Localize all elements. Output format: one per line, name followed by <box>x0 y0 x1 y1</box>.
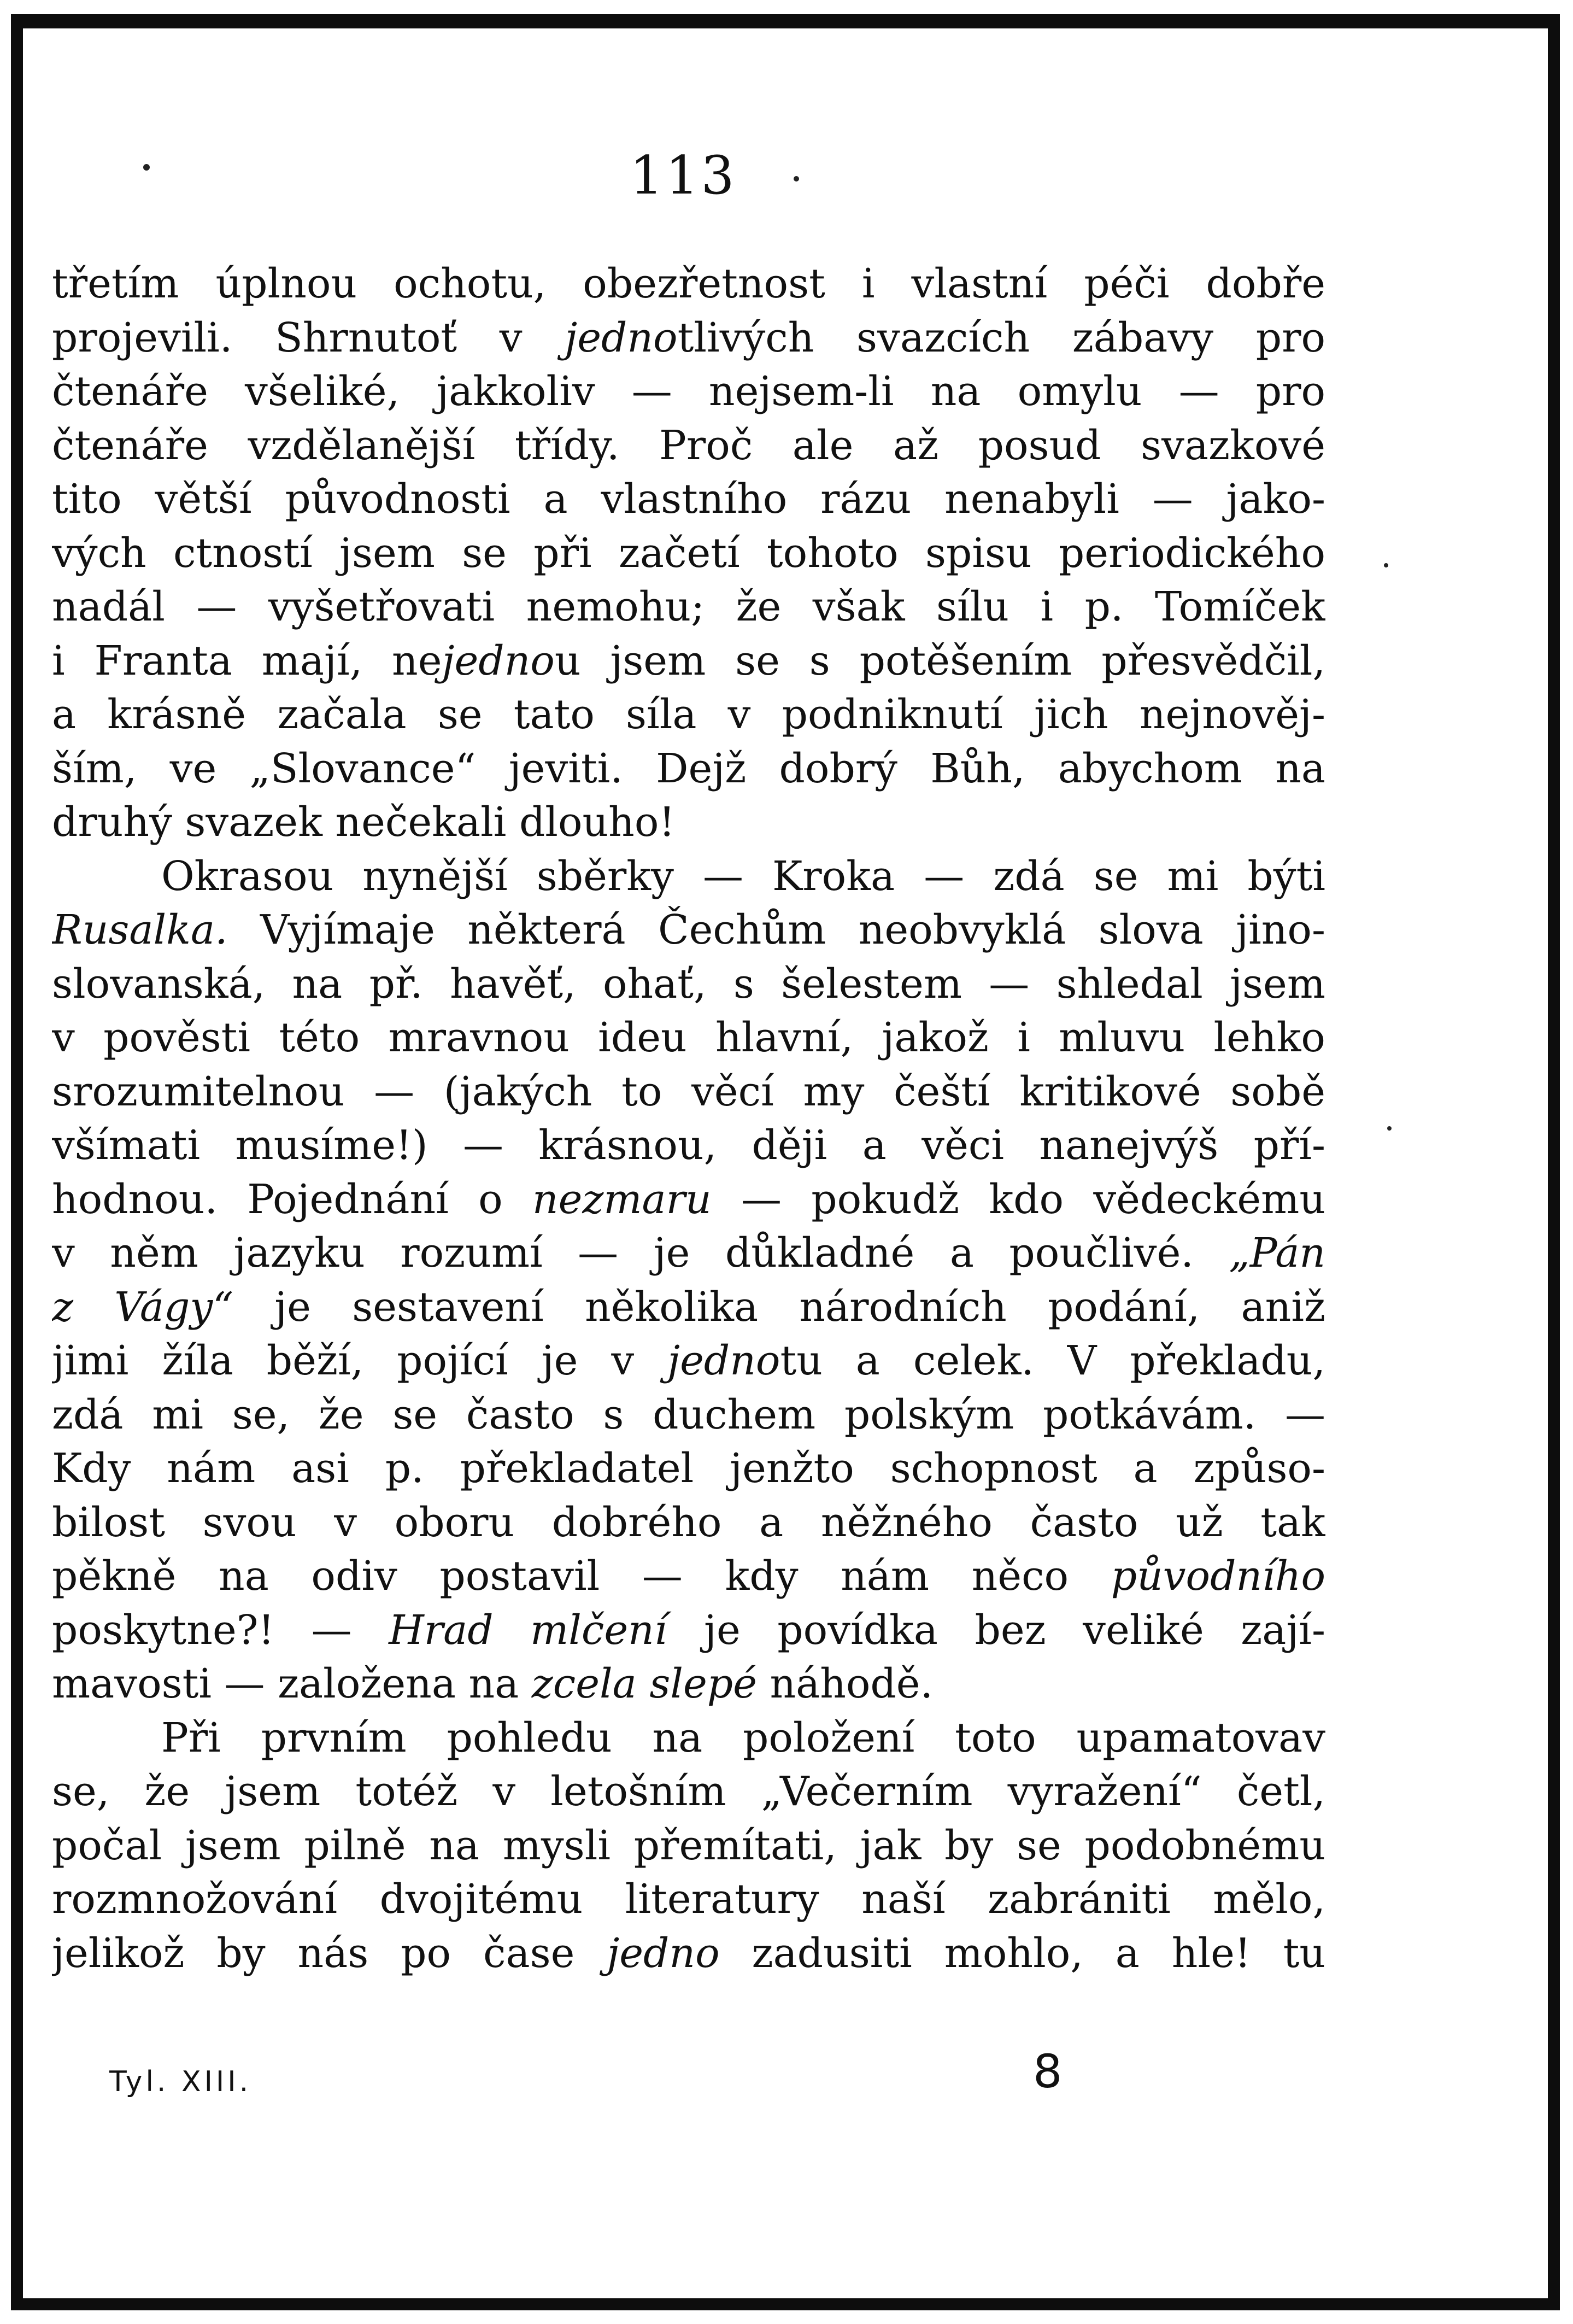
text-line: se, že jsem totéž v letošním „Večerním vyražení“ četl, <box>52 1768 1325 1815</box>
text-line: i Franta mají, nejednou jsem se s potěšením přesvědčil, <box>52 637 1325 684</box>
page-number: 113 <box>630 145 737 206</box>
text-line: rozmnožování dvojitému literatury naší zabrániti mělo, <box>52 1876 1325 1923</box>
text-line: jimi žíla běží, pojící je v jednotu a celek. V překladu, <box>52 1337 1325 1384</box>
text-line: Rusalka. Vyjímaje některá Čechům neobvyklá slova jino- <box>52 906 1325 953</box>
text-line: v pověsti této mravnou ideu hlavní, jakož i mluvu lehko <box>52 1014 1325 1061</box>
text-line: zdá mi se, že se často s duchem polským potkávám. — <box>52 1391 1325 1438</box>
text-line: a krásně začala se tato síla v podniknutí jich nejnověj- <box>52 691 1325 738</box>
print-speck <box>1387 1126 1392 1131</box>
text-line: hodnou. Pojednání o nezmaru — pokudž kdo vědeckému <box>52 1175 1325 1223</box>
text-line: pěkně na odiv postavil — kdy nám něco původního <box>52 1553 1325 1600</box>
text-line: mavosti — založena na zcela slepé náhodě. <box>52 1660 934 1707</box>
text-line: ším, ve „Slovance“ jeviti. Dejž dobrý Bůh, abychom na <box>52 745 1325 792</box>
text-line: Okrasou nynější sběrky — Kroka — zdá se mi býti <box>161 852 1325 900</box>
print-speck <box>794 176 799 182</box>
text-line: druhý svazek nečekali dlouho! <box>52 799 676 846</box>
text-line: Při prvním pohledu na položení toto upamatovav <box>161 1714 1325 1761</box>
text-line: počal jsem pilně na mysli přemítati, jak by se podobnému <box>52 1822 1325 1869</box>
text-line: jelikož by nás po čase jedno zadusiti mohlo, a hle! tu <box>52 1929 1325 1977</box>
text-line: vých ctností jsem se při začetí tohoto spisu periodického <box>52 529 1325 577</box>
text-line: srozumitelnou — (jakých to věcí my čeští kritikové sobě <box>52 1068 1325 1115</box>
text-line: bilost svou v oboru dobrého a něžného často už tak <box>52 1498 1325 1546</box>
text-line: poskytne?! — Hrad mlčení je povídka bez veliké zají- <box>52 1606 1325 1654</box>
text-line: v něm jazyku rozumí — je důkladné a poučlivé. „Pán <box>52 1230 1325 1277</box>
footer-signature: Tyl. XIII. <box>109 2065 252 2098</box>
text-line: projevili. Shrnutoť v jednotlivých svazcích zábavy pro <box>52 314 1325 361</box>
text-line: Kdy nám asi p. překladatel jenžto schopnost a způso- <box>52 1445 1325 1492</box>
text-line: slovanská, na př. havěť, ohať, s šelestem — shledal jsem <box>52 960 1325 1008</box>
text-line: nadál — vyšetřovati nemohu; že však sílu i p. Tomíček <box>52 583 1325 630</box>
text-line: čtenáře vzdělanější třídy. Proč ale až posud svazkové <box>52 422 1325 469</box>
print-speck <box>1384 563 1388 567</box>
text-line: třetím úplnou ochotu, obezřetnost i vlastní péči dobře <box>52 260 1325 307</box>
print-speck <box>143 164 150 171</box>
text-line: čtenáře všeliké, jakkoliv — nejsem-li na omylu — pro <box>52 368 1325 415</box>
text-line: tito větší původnosti a vlastního rázu nenabyli — jako- <box>52 476 1325 523</box>
footer-sheet-number: 8 <box>1033 2045 1063 2098</box>
text-line: z Vágy“ je sestavení několika národních podání, aniž <box>52 1283 1325 1331</box>
body-text <box>52 257 1325 1980</box>
text-line: všímati musíme!) — krásnou, ději a věci nanejvýš pří- <box>52 1122 1325 1169</box>
